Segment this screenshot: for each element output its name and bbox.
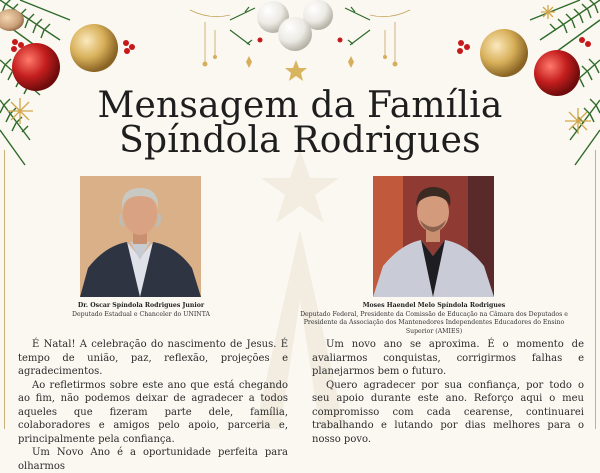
person-1-role: Deputado Estadual e Chanceler do UNINTA <box>72 310 210 318</box>
caption-person-2 <box>300 302 568 336</box>
column-1-paragraph-2: Ao refletirmos sobre este ano que está chegando ao fim, não podemos deixar de agradecer a todos aqueles que fizeram parte dele, família, colaboradores e amigos pelo apoio, parceria e, principalmente pela confiança. <box>18 379 288 445</box>
portrait-1-illustration <box>80 176 201 297</box>
right-border-line <box>595 150 596 429</box>
column-2-paragraph-2: Quero agradecer por sua confiança, por todo o seu apoio durante este ano. Reforço aqui o meu compromisso com cada cearense, continuarei trabalhando e lutando por dias melhores para o nosso povo. <box>312 379 584 445</box>
left-border-line <box>4 150 5 429</box>
gold-star-icon <box>285 60 307 81</box>
red-ornament-left <box>12 43 60 91</box>
title-line-1: Mensagem da Família <box>97 85 503 126</box>
caption-person-1 <box>60 302 222 319</box>
message-column-1 <box>18 338 288 473</box>
portrait-photo-2 <box>373 176 494 297</box>
person-2-role: Deputado Federal, Presidente da Comissão de Educação na Câmara dos Deputados e Presidente da Associação dos Mantenedores Independentes Educadores do Ensino Superior (AMIES) <box>300 310 568 335</box>
portrait-photo-1 <box>80 176 201 297</box>
column-1-paragraph-1: É Natal! A celebração do nascimento de Jesus. É tempo de união, paz, reflexão, projeções e agradecimentos. <box>18 339 288 377</box>
gold-ornament-right <box>480 29 528 77</box>
title-line-2: Spíndola Rodrigues <box>119 120 481 161</box>
column-2-paragraph-1: Um novo ano se aproxima. É o momento de avaliarmos conquistas, corrigirmos falhas e planejarmos bem o futuro. <box>312 339 584 377</box>
page-title <box>0 85 600 161</box>
white-ornament-3 <box>278 17 312 51</box>
message-column-2 <box>312 338 584 446</box>
portrait-2-illustration <box>373 176 494 297</box>
column-1-paragraph-3: Um Novo Ano é a oportunidade perfeita para olharmos <box>18 447 288 472</box>
gold-drop-ornaments <box>203 55 398 68</box>
gold-ornament-left <box>70 24 118 72</box>
person-1-name: Dr. Oscar Spíndola Rodrigues Junior <box>77 302 205 309</box>
pinecone-left <box>0 9 24 31</box>
person-2-name: Moses Haendel Melo Spíndola Rodrigues <box>362 302 506 309</box>
